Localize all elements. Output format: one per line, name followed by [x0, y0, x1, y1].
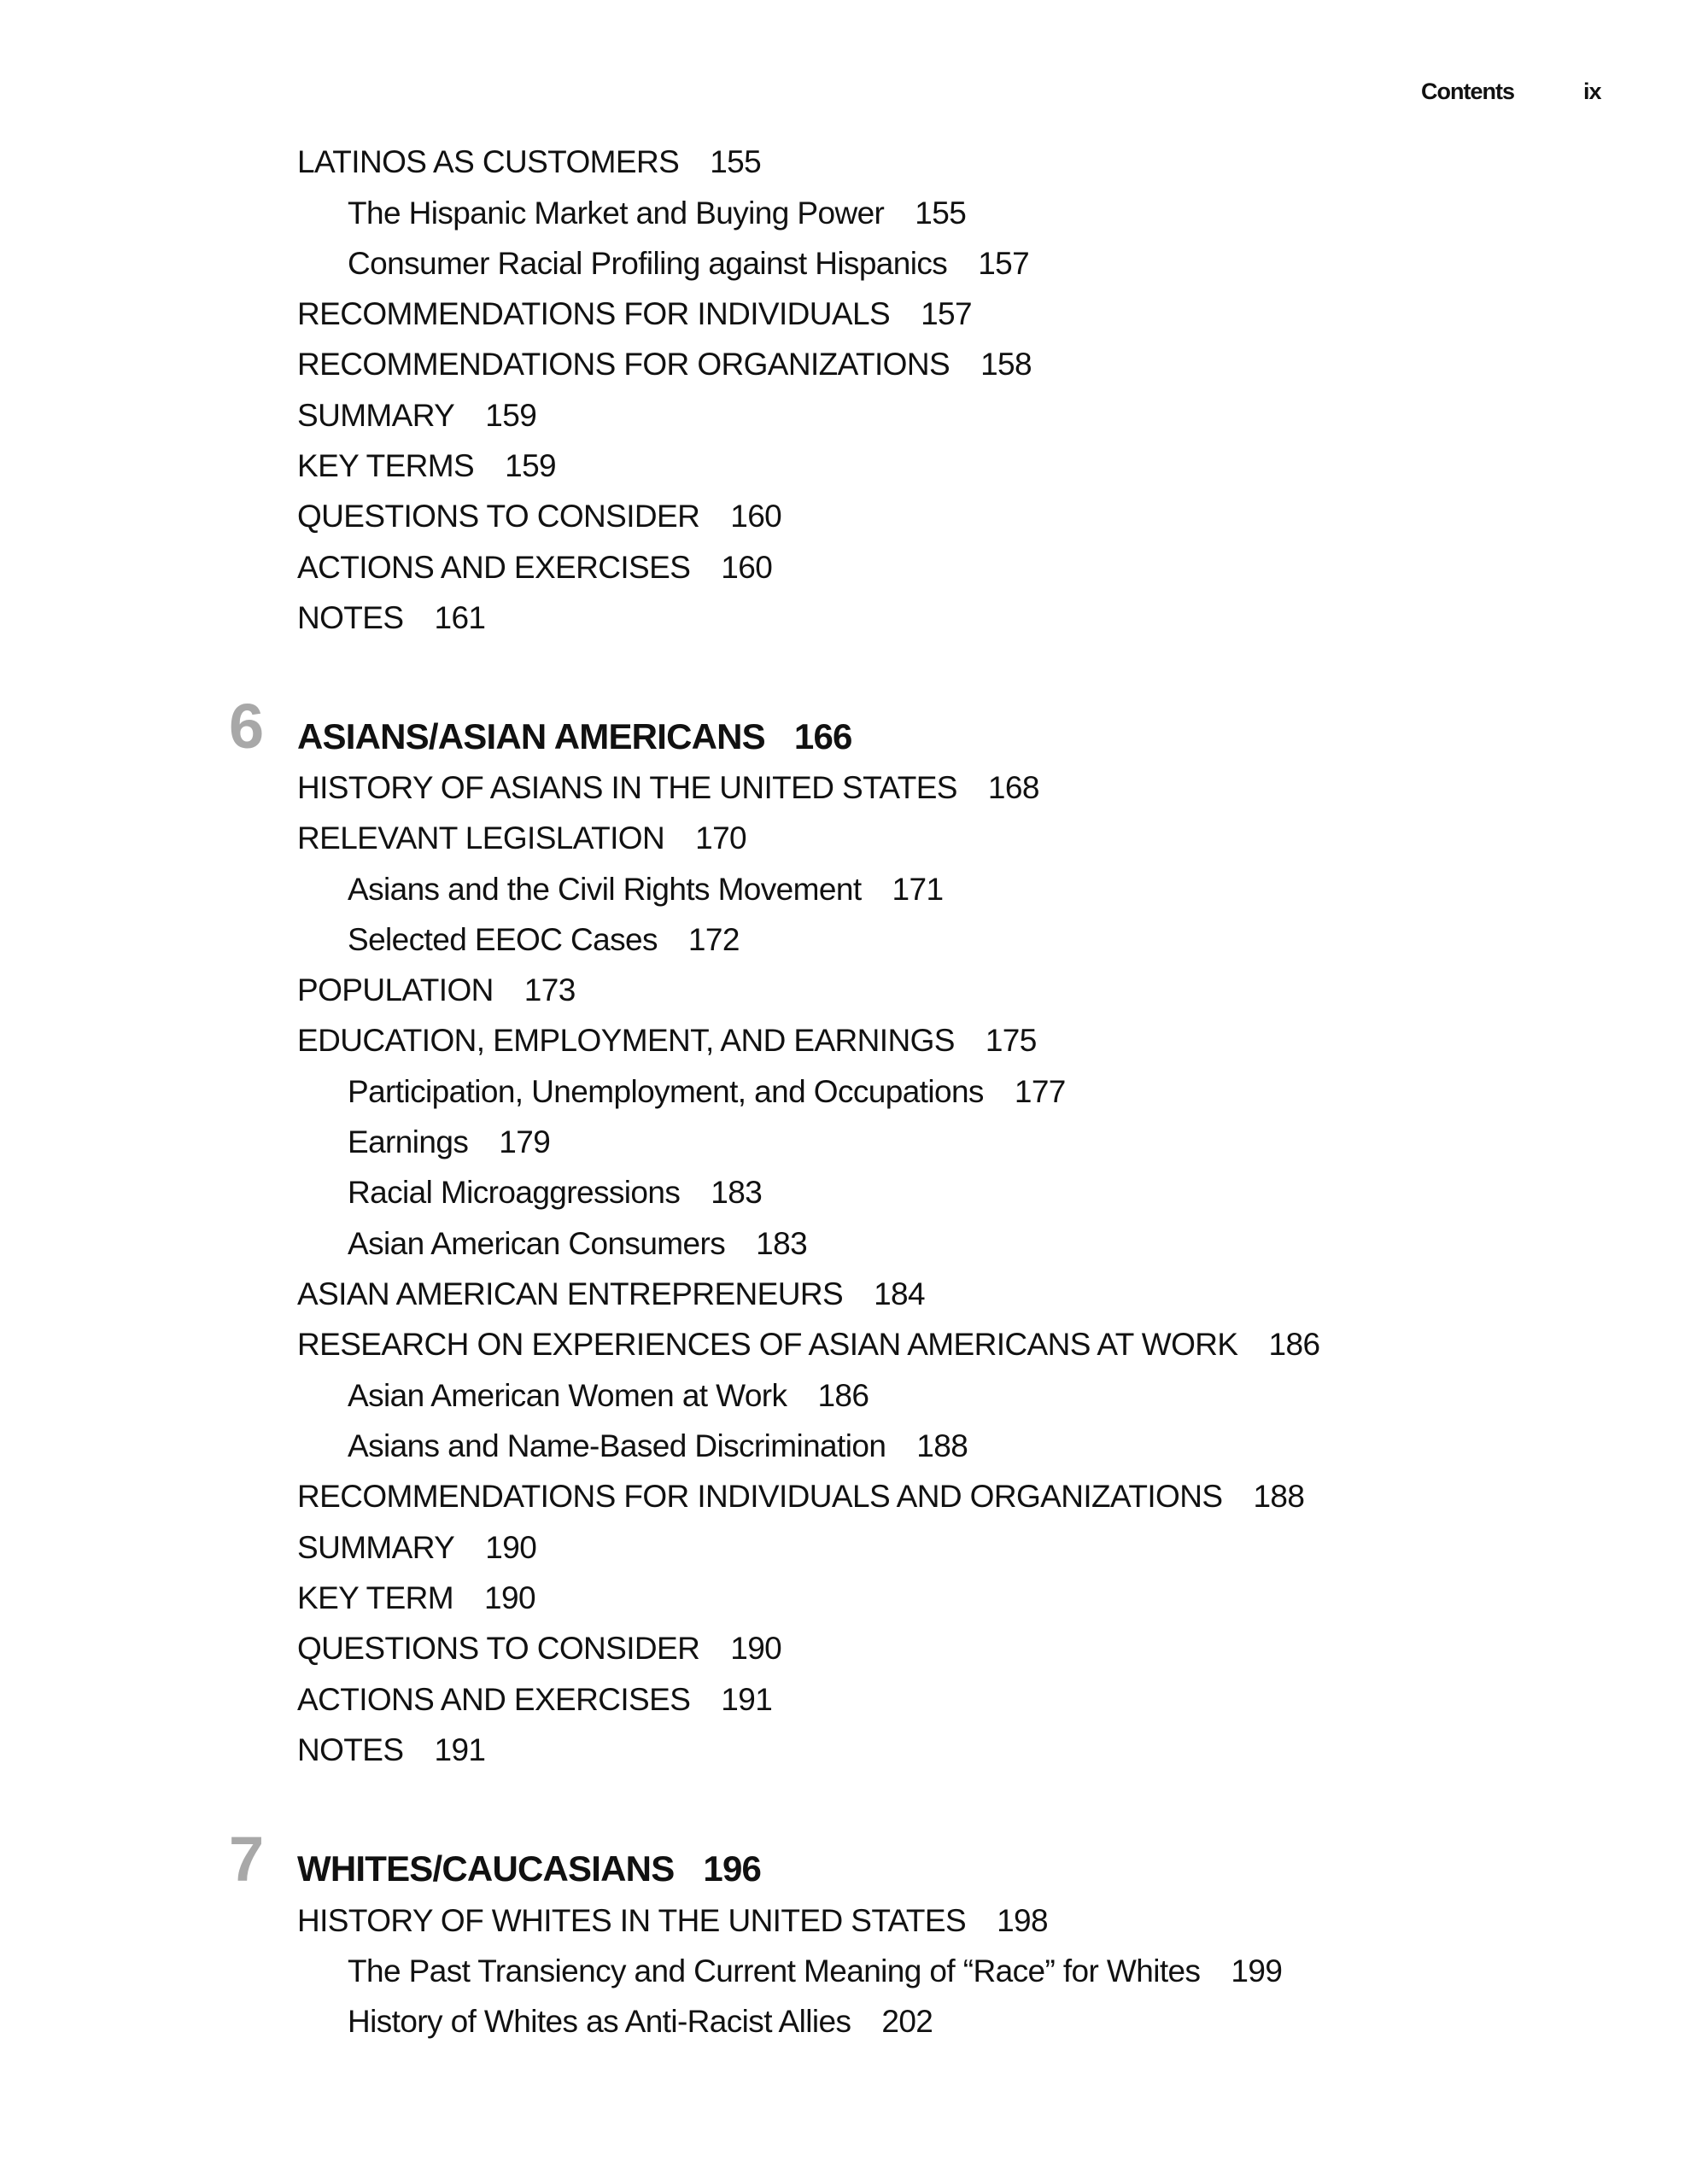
- toc-subentry[interactable]: [348, 921, 740, 959]
- toc-entry-label: Earnings: [348, 1124, 469, 1159]
- toc-entry-label: History of Whites as Anti-Racist Allies: [348, 2004, 851, 2039]
- toc-subentry[interactable]: [348, 2003, 933, 2041]
- toc-entry-label: Asians and Name-Based Discrimination: [348, 1428, 886, 1463]
- toc-entry-page: 170: [695, 820, 747, 855]
- toc-entry-page: 157: [978, 246, 1030, 281]
- chapter-title-label: WHITES/CAUCASIANS: [297, 1848, 675, 1889]
- toc-subentry[interactable]: [348, 871, 943, 908]
- toc-entry-page: 190: [485, 1530, 537, 1565]
- toc-entry-page: 184: [874, 1276, 925, 1311]
- toc-entry[interactable]: [297, 1478, 1304, 1515]
- toc-entry[interactable]: [297, 1630, 781, 1667]
- toc-entry-label: Selected EEOC Cases: [348, 922, 658, 957]
- toc-entry[interactable]: [297, 1276, 925, 1313]
- toc-entry-label: Participation, Unemployment, and Occupations: [348, 1074, 984, 1109]
- toc-subentry[interactable]: [348, 1225, 807, 1263]
- toc-entry-label: RECOMMENDATIONS FOR INDIVIDUALS: [297, 296, 891, 331]
- toc-entry[interactable]: [297, 346, 1032, 383]
- toc-entry-label: RECOMMENDATIONS FOR INDIVIDUALS AND ORGANIZATIONS: [297, 1479, 1223, 1514]
- chapter-title[interactable]: [297, 1848, 761, 1890]
- toc-entry-label: ACTIONS AND EXERCISES: [297, 550, 691, 585]
- toc-entry-page: 190: [484, 1580, 535, 1615]
- toc-entry[interactable]: [297, 143, 761, 181]
- toc-entry[interactable]: [297, 1902, 1048, 1940]
- toc-entry[interactable]: [297, 1681, 772, 1719]
- toc-entry-page: 175: [985, 1023, 1037, 1058]
- toc-entry-page: 190: [730, 1631, 782, 1666]
- toc-entry-label: Asian American Women at Work: [348, 1378, 787, 1413]
- toc-subentry[interactable]: [348, 1428, 968, 1465]
- toc-entry-page: 179: [499, 1124, 551, 1159]
- toc-entry-label: ACTIONS AND EXERCISES: [297, 1682, 691, 1717]
- toc-entry-label: NOTES: [297, 600, 404, 635]
- toc-entry-page: 157: [921, 296, 972, 331]
- toc-entry-page: 202: [881, 2004, 933, 2039]
- toc-entry[interactable]: [297, 599, 485, 637]
- toc-entry-page: 172: [687, 922, 740, 957]
- toc-entry[interactable]: [297, 1326, 1319, 1364]
- toc-entry[interactable]: [297, 498, 781, 535]
- toc-subentry[interactable]: [348, 1953, 1282, 1990]
- toc-entry-page: 199: [1231, 1953, 1283, 1988]
- toc-entry[interactable]: [297, 549, 772, 587]
- toc-entry-label: RECOMMENDATIONS FOR ORGANIZATIONS: [297, 347, 951, 382]
- toc-entry-page: 188: [1253, 1479, 1305, 1514]
- chapter-number: 6: [229, 691, 265, 762]
- toc-entry-page: 159: [485, 398, 537, 433]
- toc-entry-label: Asian American Consumers: [348, 1226, 726, 1261]
- toc-entry-page: 173: [524, 972, 576, 1007]
- toc-entry-page: 168: [987, 770, 1039, 805]
- toc-subentry[interactable]: [348, 195, 966, 232]
- toc-entry[interactable]: [297, 397, 536, 435]
- toc-entry-label: The Hispanic Market and Buying Power: [348, 196, 885, 231]
- toc-subentry[interactable]: [348, 1174, 762, 1212]
- toc-subentry[interactable]: [348, 1124, 550, 1161]
- toc-entry-page: 155: [710, 144, 762, 179]
- toc-entry-page: 183: [711, 1175, 763, 1210]
- toc-entry[interactable]: [297, 1022, 1037, 1060]
- toc-entry-label: KEY TERMS: [297, 448, 475, 483]
- toc-entry-label: QUESTIONS TO CONSIDER: [297, 499, 700, 534]
- toc-entry-page: 171: [892, 872, 944, 907]
- toc-entry[interactable]: [297, 1529, 536, 1567]
- toc-entry-page: 159: [505, 448, 557, 483]
- toc-entry-page: 177: [1014, 1074, 1066, 1109]
- toc-entry-label: Consumer Racial Profiling against Hispanics: [348, 246, 948, 281]
- running-head-page-number: ix: [1583, 79, 1601, 104]
- toc-entry-label: The Past Transiency and Current Meaning of “Race” for Whites: [348, 1953, 1201, 1988]
- toc-entry-label: QUESTIONS TO CONSIDER: [297, 1631, 700, 1666]
- chapter-title-label: ASIANS/ASIAN AMERICANS: [297, 716, 765, 756]
- toc-entry-page: 155: [915, 196, 967, 231]
- toc-entry-page: 191: [721, 1682, 773, 1717]
- toc-entry-page: 186: [1268, 1327, 1320, 1362]
- toc-entry-label: EDUCATION, EMPLOYMENT, AND EARNINGS: [297, 1023, 955, 1058]
- toc-subentry[interactable]: [348, 245, 1029, 283]
- toc-subentry[interactable]: [348, 1073, 1066, 1111]
- chapter-number: 7: [229, 1824, 265, 1895]
- toc-entry[interactable]: [297, 295, 972, 333]
- toc-entry-label: Racial Microaggressions: [348, 1175, 681, 1210]
- chapter-title[interactable]: [297, 715, 852, 758]
- chapter-title-page: 196: [703, 1848, 762, 1889]
- running-head-title: Contents: [1421, 79, 1514, 104]
- toc-entry-label: ASIAN AMERICAN ENTREPRENEURS: [297, 1276, 844, 1311]
- toc-entry[interactable]: [297, 820, 746, 857]
- toc-entry[interactable]: [297, 972, 576, 1009]
- toc-entry-label: RELEVANT LEGISLATION: [297, 820, 665, 855]
- toc-entry-page: 160: [721, 550, 773, 585]
- toc-entry-label: NOTES: [297, 1732, 404, 1767]
- toc-entry-label: SUMMARY: [297, 1530, 455, 1565]
- toc-entry-page: 161: [434, 600, 486, 635]
- toc-entry-label: LATINOS AS CUSTOMERS: [297, 144, 680, 179]
- toc-entry-page: 188: [916, 1428, 968, 1463]
- toc-entry[interactable]: [297, 1731, 485, 1769]
- toc-entry-label: RESEARCH ON EXPERIENCES OF ASIAN AMERICANS AT WORK: [297, 1327, 1238, 1362]
- toc-entry-label: Asians and the Civil Rights Movement: [348, 872, 862, 907]
- toc-entry-page: 198: [997, 1903, 1049, 1938]
- toc-entry[interactable]: [297, 769, 1039, 807]
- toc-entry-page: 160: [730, 499, 782, 534]
- toc-entry[interactable]: [297, 447, 556, 485]
- toc-entry-page: 191: [434, 1732, 486, 1767]
- toc-entry[interactable]: [297, 1580, 535, 1617]
- toc-entry-page: 158: [980, 347, 1032, 382]
- toc-entry-page: 183: [756, 1226, 808, 1261]
- toc-entry-label: SUMMARY: [297, 398, 455, 433]
- chapter-title-page: 166: [793, 716, 852, 756]
- toc-entry-label: KEY TERM: [297, 1580, 454, 1615]
- toc-entry-label: HISTORY OF WHITES IN THE UNITED STATES: [297, 1903, 967, 1938]
- toc-entry-label: HISTORY OF ASIANS IN THE UNITED STATES: [297, 770, 957, 805]
- toc-entry-page: 186: [817, 1378, 869, 1413]
- toc-entry-label: POPULATION: [297, 972, 494, 1007]
- toc-subentry[interactable]: [348, 1377, 869, 1415]
